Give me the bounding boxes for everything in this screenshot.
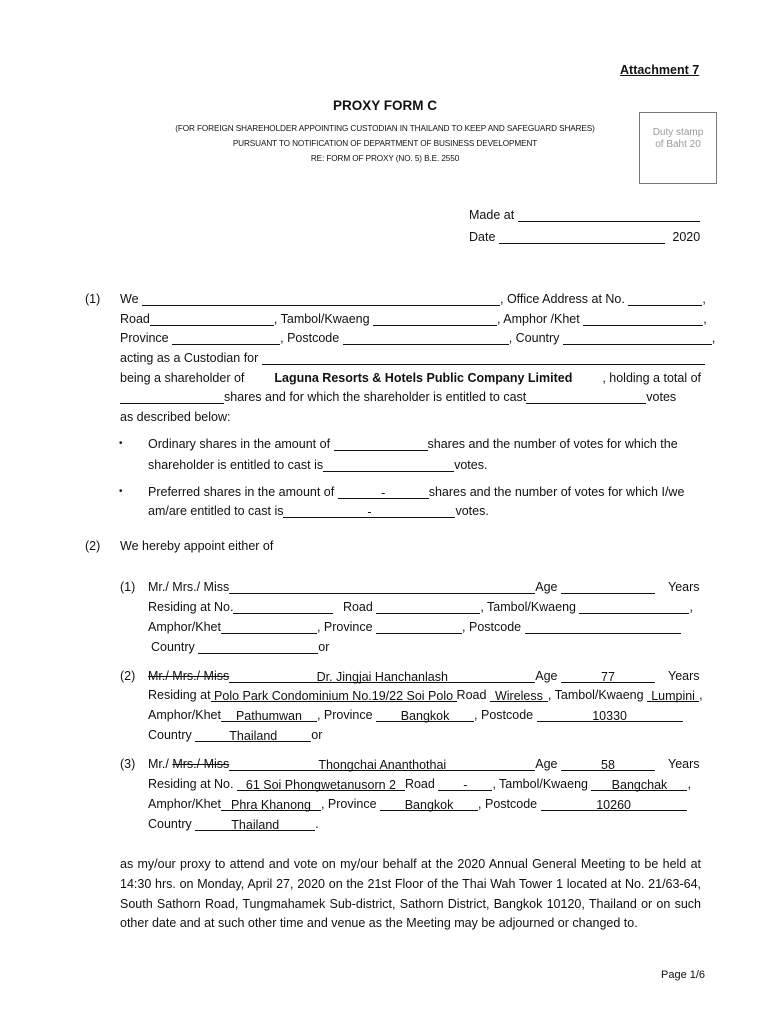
proxy-1-amphor-row xyxy=(148,620,681,634)
title-mr: Mr./ xyxy=(148,757,169,771)
province-label: , Province xyxy=(320,797,377,811)
stamp-text-2: of Baht 20 xyxy=(655,139,701,150)
proxy-2-road-field[interactable]: Wireless xyxy=(490,689,548,702)
proxy-2-age-field[interactable]: 77 xyxy=(561,670,655,683)
we-row xyxy=(120,292,706,306)
duty-stamp-box xyxy=(639,112,717,184)
section-1-number: (1) xyxy=(85,292,101,306)
office-label: , Office Address at No. xyxy=(500,292,625,306)
residing-label: Residing at No. xyxy=(148,600,234,614)
proxy-1-address-row xyxy=(148,600,693,614)
road-label: Road xyxy=(342,600,373,614)
proxy-1-postcode-field[interactable] xyxy=(525,621,681,634)
proxy-3-amphor-field[interactable]: Phra Khanong xyxy=(221,798,321,811)
custodian-label: acting as a Custodian for xyxy=(120,351,259,365)
province-label: Province xyxy=(120,331,169,345)
road-label: Road xyxy=(456,688,487,702)
section-2-number: (2) xyxy=(85,539,101,553)
postcode-label: , Postcode xyxy=(462,620,522,634)
ordinary-votes-row xyxy=(148,458,487,472)
subtitle-3: RE: FORM OF PROXY (NO. 5) B.E. 2550 xyxy=(310,154,460,163)
made-at-label: Made at xyxy=(469,208,515,222)
proxy-1-age-field[interactable] xyxy=(561,581,655,594)
shareholder-pre: being a shareholder of xyxy=(120,371,245,385)
proxy-1-amphor-field[interactable] xyxy=(221,621,317,634)
proxy-2-amphor-field[interactable]: Pathumwan xyxy=(221,709,317,722)
preferred-row xyxy=(148,485,684,499)
office-no-field[interactable] xyxy=(628,293,702,306)
proxy-1-address-field[interactable] xyxy=(233,601,333,614)
we-label: We xyxy=(120,292,139,306)
proxy-3-road-field[interactable]: - xyxy=(438,778,492,791)
title-label: Mr./ Mrs./ Miss xyxy=(148,580,230,594)
made-at-row xyxy=(469,208,700,222)
proxy-2-address-row xyxy=(148,688,703,702)
or-label: or xyxy=(318,640,330,654)
proxy-1-name-row xyxy=(148,580,655,594)
date-year: 2020 xyxy=(672,230,701,244)
proxy-3-country-row xyxy=(148,817,319,831)
proxy-1-country-row xyxy=(151,640,329,654)
votes-dot: votes. xyxy=(455,504,489,518)
bullet-preferred: • xyxy=(119,486,123,497)
proxy-3-postcode-field[interactable]: 10260 xyxy=(541,798,687,811)
postcode-label: , Postcode xyxy=(474,708,534,722)
amphor-field[interactable] xyxy=(583,313,703,326)
residing-label: Residing at xyxy=(148,688,211,702)
shares-row xyxy=(120,390,676,404)
proxy-1-name-field[interactable] xyxy=(229,581,535,594)
country-field[interactable] xyxy=(563,332,712,345)
proxy-3-province-field[interactable]: Bangkok xyxy=(380,798,478,811)
stamp-text-1: Duty stamp xyxy=(652,127,704,138)
tambol-label: , Tambol/Kwaeng xyxy=(480,600,576,614)
proxy-1-number: (1) xyxy=(120,580,136,594)
province-field[interactable] xyxy=(172,332,280,345)
age-label: Age xyxy=(535,580,558,594)
comma: , xyxy=(703,312,707,326)
shareholder-row xyxy=(120,371,701,385)
shareholder-post: , holding a total of xyxy=(602,371,701,385)
tambol-label: , Tambol/Kwaeng xyxy=(273,312,370,326)
postcode-label: , Postcode xyxy=(478,797,538,811)
proxy-2-country-field[interactable]: Thailand xyxy=(195,729,311,742)
date-label: Date xyxy=(469,230,496,244)
date-field[interactable] xyxy=(499,231,665,244)
subtitle-1: (FOR FOREIGN SHAREHOLDER APPOINTING CUSTODIAN IN THAILAND TO KEEP AND SAFEGUARD SHARES) xyxy=(175,124,595,133)
province-label: , Province xyxy=(316,620,373,634)
comma: , xyxy=(699,688,703,702)
ordinary-label: Ordinary shares in the amount of xyxy=(148,437,331,451)
comma: , xyxy=(689,600,693,614)
ordinary-label-3: shareholder is entitled to cast is xyxy=(148,458,324,472)
ordinary-row xyxy=(148,437,678,451)
custodian-field[interactable] xyxy=(262,352,705,365)
proxy-3-number: (3) xyxy=(120,757,136,771)
period: . xyxy=(315,817,319,831)
country-label: Country xyxy=(148,817,192,831)
proxy-1-country-field[interactable] xyxy=(198,641,318,654)
closing-paragraph: as my/our proxy to attend and vote on my/our behalf at the 2020 Annual General Meeting to be held at 14:30 hrs. on Monday, April 27, 2020 on the 21st Floor of the Thai Wah Tower 1 located at No. 21/63-64, South Sathorn Road, Tungmahamek Sub-district, Sathorn District, Bangkok 10120, Thailand or on such other date and at such other time and venue as the Meeting may be adjourned or changed to. xyxy=(120,857,701,931)
proxy-2-amphor-row xyxy=(148,708,683,722)
proxy-3-country-field[interactable]: Thailand xyxy=(195,818,315,831)
tambol-label: , Tambol/Kwaeng xyxy=(492,777,588,791)
preferred-label-3: am/are entitled to cast is xyxy=(148,504,284,518)
preferred-votes-field[interactable]: - xyxy=(283,505,455,518)
form-title: PROXY FORM C xyxy=(332,98,437,113)
proxy-3-address-row xyxy=(148,777,691,791)
amphor-label: Amphor/Khet xyxy=(148,708,221,722)
comma: , xyxy=(687,777,691,791)
road-row xyxy=(120,312,707,326)
or-label: or xyxy=(311,728,323,742)
proxy-2-country-row xyxy=(148,728,322,742)
road-label: Road xyxy=(120,312,150,326)
amphor-label: , Amphor /Khet xyxy=(497,312,580,326)
proxy-2-tambol-field[interactable]: Lumpini xyxy=(647,689,699,702)
bullet-ordinary: • xyxy=(119,438,123,449)
proxy-1-province-field[interactable] xyxy=(376,621,462,634)
ordinary-label-2: shares and the number of votes for which the xyxy=(427,437,678,451)
subtitle-2: PURSUANT TO NOTIFICATION OF DEPARTMENT OF BUSINESS DEVELOPMENT xyxy=(232,139,538,148)
proxy-2-name-row xyxy=(148,669,655,683)
attachment-label: Attachment 7 xyxy=(620,63,700,77)
proxy-2-address-field[interactable]: Polo Park Condominium No.19/22 Soi Polo xyxy=(211,689,457,702)
custodian-row xyxy=(120,351,705,365)
total-votes-field[interactable] xyxy=(526,391,646,404)
country-label: Country xyxy=(151,640,195,654)
years-label: Years xyxy=(668,669,700,683)
proxy-3-amphor-row xyxy=(148,797,687,811)
proxy-2-name-field[interactable]: Dr. Jingjai Hanchanlash xyxy=(229,670,535,683)
comma: , xyxy=(711,331,716,345)
date-row xyxy=(469,230,700,244)
made-at-field[interactable] xyxy=(518,209,700,222)
years-label: Years xyxy=(668,580,700,594)
we-field[interactable] xyxy=(142,293,500,306)
proxy-3-tambol-field[interactable]: Bangchak xyxy=(591,778,687,791)
comma: , xyxy=(702,292,706,306)
proxy-1-road-field[interactable] xyxy=(376,601,480,614)
page-number: Page 1/6 xyxy=(661,969,706,981)
amphor-label: Amphor/Khet xyxy=(148,797,221,811)
country-label: Country xyxy=(148,728,192,742)
appoint-label: We hereby appoint either of xyxy=(120,539,274,553)
title-label-struck: Mrs./ Miss xyxy=(172,757,230,771)
preferred-votes-row xyxy=(148,504,489,518)
company-name: Laguna Resorts & Hotels Public Company Limited xyxy=(274,371,573,385)
proxy-2-number: (2) xyxy=(120,669,136,683)
amphor-label: Amphor/Khet xyxy=(148,620,221,634)
preferred-shares-field[interactable]: - xyxy=(338,486,429,499)
country-label: , Country xyxy=(508,331,560,345)
proxy-2-postcode-field[interactable]: 10330 xyxy=(537,709,683,722)
title-label-struck: Mr./ Mrs./ Miss xyxy=(148,669,230,683)
shares-cast-label: shares and for which the shareholder is entitled to cast xyxy=(224,390,527,404)
ordinary-votes-field[interactable] xyxy=(323,459,454,472)
votes-label: votes xyxy=(646,390,677,404)
road-field[interactable] xyxy=(150,313,274,326)
ordinary-shares-field[interactable] xyxy=(334,438,428,451)
proxy-1-tambol-field[interactable] xyxy=(579,601,689,614)
age-label: Age xyxy=(535,669,558,683)
postcode-field[interactable] xyxy=(343,332,509,345)
age-label: Age xyxy=(535,757,558,771)
postcode-label: , Postcode xyxy=(280,331,340,345)
proxy-3-name-row xyxy=(148,757,655,771)
described-label: as described below: xyxy=(120,410,231,424)
total-shares-field[interactable] xyxy=(120,391,224,404)
proxy-2-province-field[interactable]: Bangkok xyxy=(376,709,474,722)
years-label: Years xyxy=(668,757,700,771)
tambol-field[interactable] xyxy=(373,313,497,326)
proxy-3-age-field[interactable]: 58 xyxy=(561,758,655,771)
residing-label: Residing at No. xyxy=(148,777,234,791)
preferred-label-2: shares and the number of votes for which I/we xyxy=(428,485,685,499)
road-label: Road xyxy=(404,777,435,791)
province-label: , Province xyxy=(316,708,373,722)
preferred-label: Preferred shares in the amount of xyxy=(148,485,335,499)
proxy-3-name-field[interactable]: Thongchai Ananthothai xyxy=(229,758,535,771)
province-row xyxy=(120,331,715,345)
tambol-label: , Tambol/Kwaeng xyxy=(547,688,644,702)
votes-dot: votes. xyxy=(454,458,488,472)
proxy-3-address-field[interactable]: 61 Soi Phongwetanusorn 2 xyxy=(237,778,405,791)
